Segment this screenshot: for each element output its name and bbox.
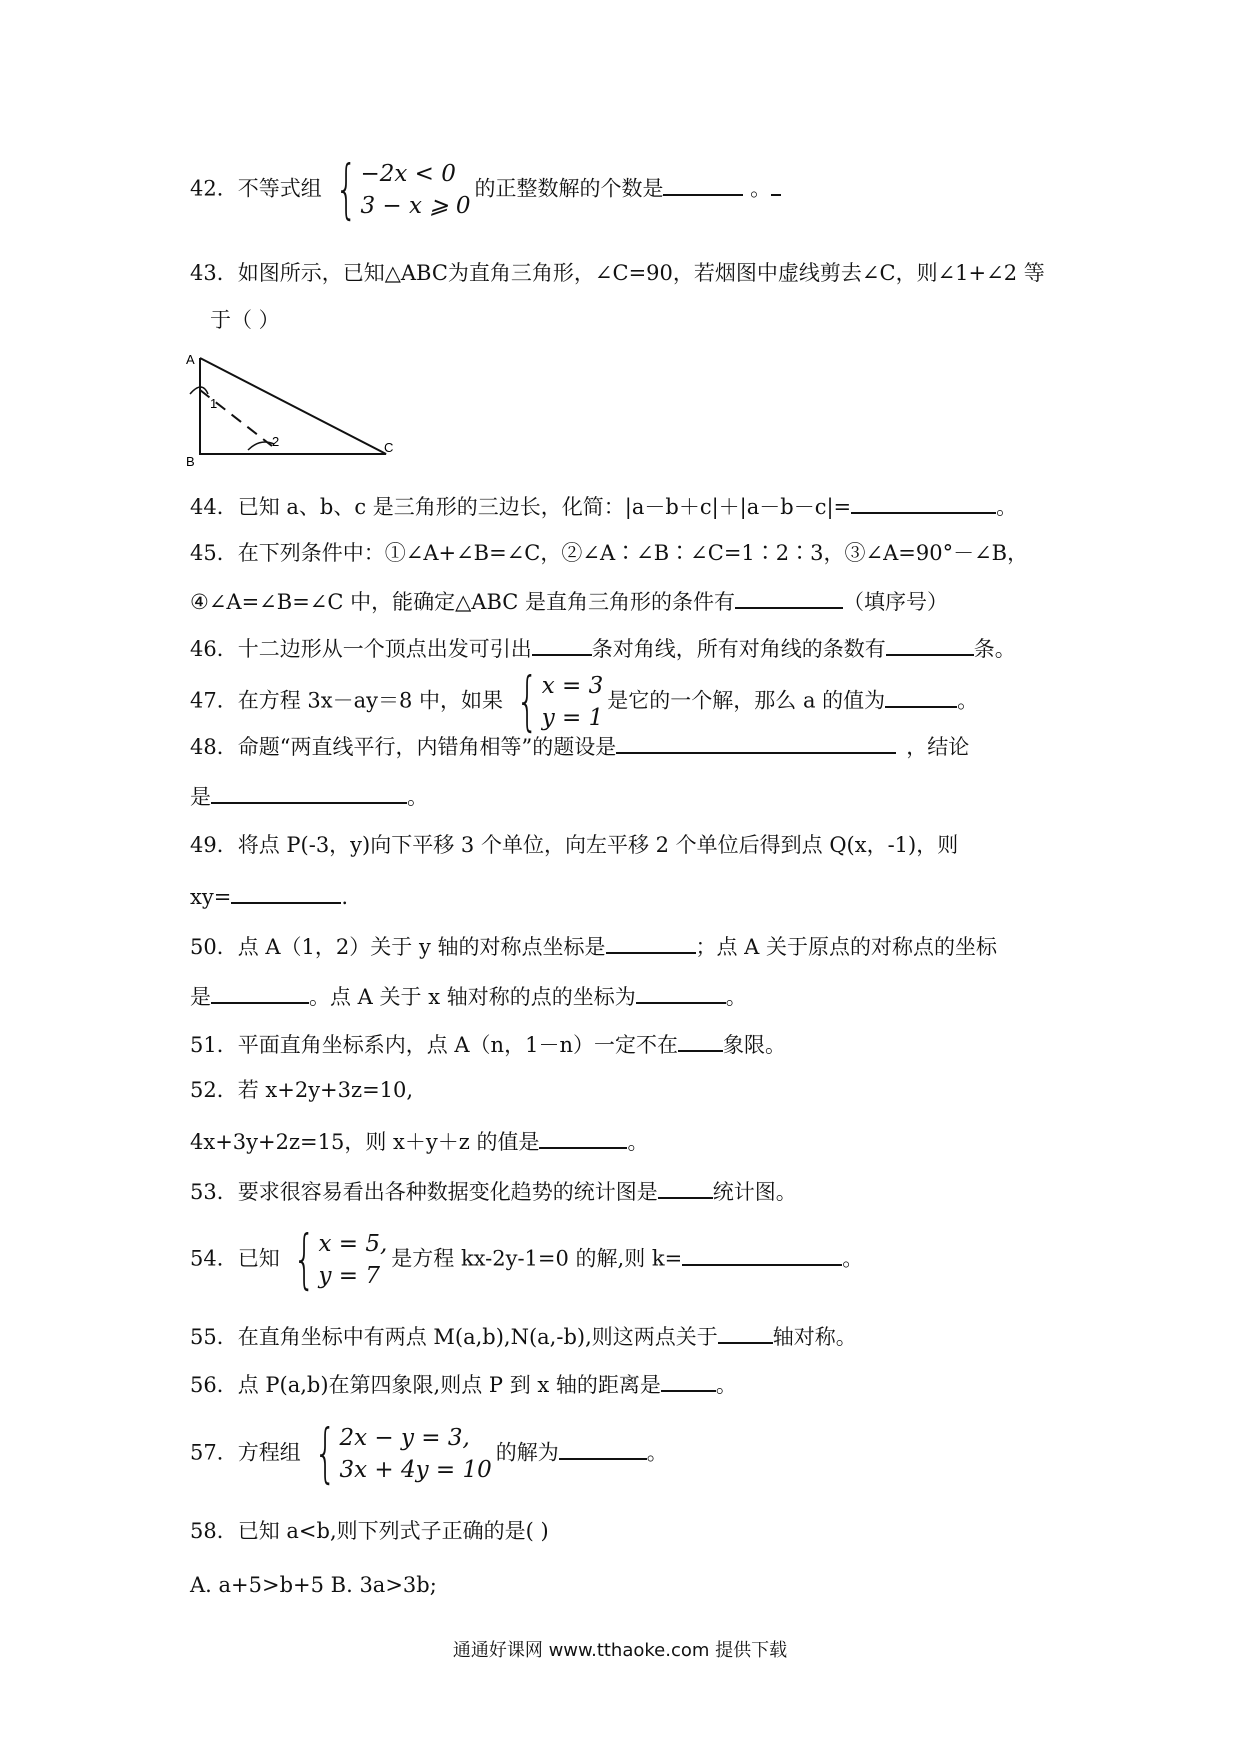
q49-end: . bbox=[341, 885, 348, 909]
question-48-line1 bbox=[190, 730, 969, 762]
q42-prefix: 42．不等式组 bbox=[190, 176, 322, 201]
label-angle-1: 1 bbox=[210, 396, 218, 411]
q51-end: 象限。 bbox=[722, 1033, 786, 1057]
q57-end: 。 bbox=[646, 1440, 668, 1465]
q48-blank-conclusion[interactable] bbox=[211, 780, 407, 804]
q50-blank-2[interactable] bbox=[211, 980, 309, 1004]
q45-answer-blank[interactable] bbox=[735, 585, 843, 609]
label-c: C bbox=[384, 440, 394, 455]
question-55 bbox=[190, 1320, 857, 1352]
q49-line2: xy= bbox=[190, 885, 232, 909]
q48-mid: ，结论 bbox=[906, 735, 970, 759]
question-49-line1: 49．将点 P(-3，y)向下平移 3 个单位，向左平移 2 个单位后得到点 Q(x，-1)，则 bbox=[190, 833, 959, 857]
question-46 bbox=[190, 632, 1016, 664]
q53-end: 统计图。 bbox=[712, 1180, 797, 1204]
q46-part2: 条对角线，所有对角线的条数有 bbox=[591, 637, 886, 661]
question-43-line1: 43．如图所示，已知△ABC为直角三角形，∠C=90，若烟图中虚线剪去∠C，则∠1+∠2 等 bbox=[190, 261, 1045, 285]
question-42 bbox=[190, 153, 781, 227]
q50-part4: 。点 A 关于 x 轴对称的点的坐标为 bbox=[309, 985, 636, 1009]
q52-end: 。 bbox=[627, 1130, 649, 1154]
q44-text: 44．已知 a、b、c 是三角形的三边长，化简：|a－b＋c|＋|a－b－c|= bbox=[190, 495, 852, 519]
q57-suffix: 的解为 bbox=[495, 1440, 559, 1465]
question-54 bbox=[190, 1223, 864, 1297]
q48-blank-premise[interactable] bbox=[616, 730, 896, 754]
question-50-line1 bbox=[190, 930, 997, 962]
label-a: A bbox=[186, 352, 195, 367]
q50-blank-3[interactable] bbox=[636, 980, 726, 1004]
question-48-line2 bbox=[190, 780, 428, 812]
q48-line2: 是 bbox=[190, 785, 211, 809]
left-brace-icon: { bbox=[313, 1417, 337, 1491]
q50-part1: 50．点 A（1，2）关于 y 轴的对称点坐标是 bbox=[190, 935, 606, 959]
q53-answer-blank[interactable] bbox=[658, 1175, 713, 1199]
q42-answer-blank[interactable] bbox=[663, 172, 743, 196]
q55-text: 55．在直角坐标中有两点 M(a,b),N(a,-b),则这两点关于 bbox=[190, 1325, 718, 1349]
q49-answer-blank[interactable] bbox=[231, 880, 341, 904]
question-44 bbox=[190, 490, 1017, 522]
q47-end: 。 bbox=[957, 688, 979, 713]
q54-row2: y = 7 bbox=[318, 1263, 380, 1289]
q57-answer-blank[interactable] bbox=[559, 1436, 647, 1460]
q47-prefix: 47．在方程 3x－ay＝8 中，如果 bbox=[190, 688, 504, 713]
q54-answer-blank[interactable] bbox=[682, 1242, 842, 1266]
q47-suffix: 是它的一个解，那么 a 的值为 bbox=[607, 688, 886, 713]
q50-part2: ；点 A 关于原点的对称点的坐标 bbox=[695, 935, 998, 959]
left-brace-icon: { bbox=[334, 153, 358, 227]
question-53 bbox=[190, 1175, 797, 1207]
q42-row2: 3 − x ⩾ 0 bbox=[360, 193, 471, 219]
question-51 bbox=[190, 1028, 786, 1060]
q54-solution-system bbox=[284, 1223, 388, 1297]
q51-answer-blank[interactable] bbox=[678, 1028, 723, 1052]
q53-text: 53．要求很容易看出各种数据变化趋势的统计图是 bbox=[190, 1180, 658, 1204]
q56-answer-blank[interactable] bbox=[661, 1368, 716, 1392]
q42-suffix: 的正整数解的个数是 bbox=[474, 176, 664, 201]
q44-answer-blank[interactable] bbox=[851, 490, 996, 514]
q54-prefix: 54．已知 bbox=[190, 1246, 280, 1271]
q50-end: 。 bbox=[725, 985, 747, 1009]
q48-text: 48．命题“两直线平行，内错角相等”的题设是 bbox=[190, 735, 617, 759]
q56-text: 56．点 P(a,b)在第四象限,则点 P 到 x 轴的距离是 bbox=[190, 1373, 661, 1397]
question-47 bbox=[190, 665, 979, 739]
q45-end: （填序号） bbox=[843, 590, 949, 614]
q55-end: 轴对称。 bbox=[772, 1325, 857, 1349]
q50-part3: 是 bbox=[190, 985, 211, 1009]
question-45-line1: 45．在下列条件中：①∠A+∠B=∠C，②∠A∶∠B∶∠C=1∶2∶3，③∠A=90°－∠B， bbox=[190, 541, 1029, 565]
q57-prefix: 57．方程组 bbox=[190, 1440, 301, 1465]
q47-answer-blank[interactable] bbox=[885, 684, 957, 708]
q50-blank-1[interactable] bbox=[606, 930, 696, 954]
question-52-line2 bbox=[190, 1125, 648, 1157]
q42-inequality-system bbox=[326, 153, 471, 227]
question-50-line2 bbox=[190, 980, 747, 1012]
q46-blank-2[interactable] bbox=[886, 632, 974, 656]
q42-row1: −2x < 0 bbox=[360, 161, 456, 187]
left-brace-icon: { bbox=[516, 665, 539, 739]
q52-answer-blank[interactable] bbox=[539, 1125, 627, 1149]
label-angle-2: 2 bbox=[272, 434, 280, 449]
q46-part1: 46．十二边形从一个顶点出发可引出 bbox=[190, 637, 532, 661]
q46-blank-1[interactable] bbox=[532, 632, 592, 656]
q44-end: 。 bbox=[996, 495, 1018, 519]
q46-end: 条。 bbox=[973, 637, 1016, 661]
q47-row1: x = 3 bbox=[541, 673, 604, 699]
q52-line2: 4x+3y+2z=15，则 x＋y＋z 的值是 bbox=[190, 1130, 540, 1154]
question-43-line2: 于（ ） bbox=[210, 308, 280, 332]
q42-end: 。 bbox=[750, 176, 772, 201]
question-58: 58．已知 a<b,则下列式子正确的是( ) bbox=[190, 1519, 549, 1543]
question-45-line2 bbox=[190, 585, 948, 617]
question-56 bbox=[190, 1368, 737, 1400]
q48-end: 。 bbox=[407, 785, 428, 809]
label-b: B bbox=[186, 454, 195, 469]
q47-solution-system bbox=[507, 665, 604, 739]
question-57 bbox=[190, 1417, 668, 1491]
footer-source: 通通好课网 www.tthaoke.com 提供下载 bbox=[452, 1640, 788, 1661]
q57-row1: 2x − y = 3, bbox=[339, 1425, 470, 1451]
triangle-figure bbox=[186, 350, 396, 470]
q57-row2: 3x + 4y = 10 bbox=[339, 1457, 492, 1483]
left-brace-icon: { bbox=[292, 1223, 316, 1297]
q45-text: ④∠A=∠B=∠C 中，能确定△ABC 是直角三角形的条件有 bbox=[190, 590, 736, 614]
q57-equation-system bbox=[305, 1417, 492, 1491]
question-58-options: A. a+5>b+5 B. 3a>3b; bbox=[190, 1573, 437, 1597]
q51-text: 51．平面直角坐标系内，点 A（n，1－n）一定不在 bbox=[190, 1033, 678, 1057]
question-52-line1: 52．若 x+2y+3z=10, bbox=[190, 1078, 414, 1102]
question-49-line2 bbox=[190, 880, 348, 912]
q56-end: 。 bbox=[715, 1373, 737, 1397]
q54-end: 。 bbox=[842, 1246, 864, 1271]
q54-row1: x = 5, bbox=[318, 1231, 388, 1257]
q47-row2: y = 1 bbox=[541, 705, 604, 731]
q55-answer-blank[interactable] bbox=[718, 1320, 773, 1344]
q54-suffix: 是方程 kx-2y-1=0 的解,则 k= bbox=[391, 1246, 683, 1271]
